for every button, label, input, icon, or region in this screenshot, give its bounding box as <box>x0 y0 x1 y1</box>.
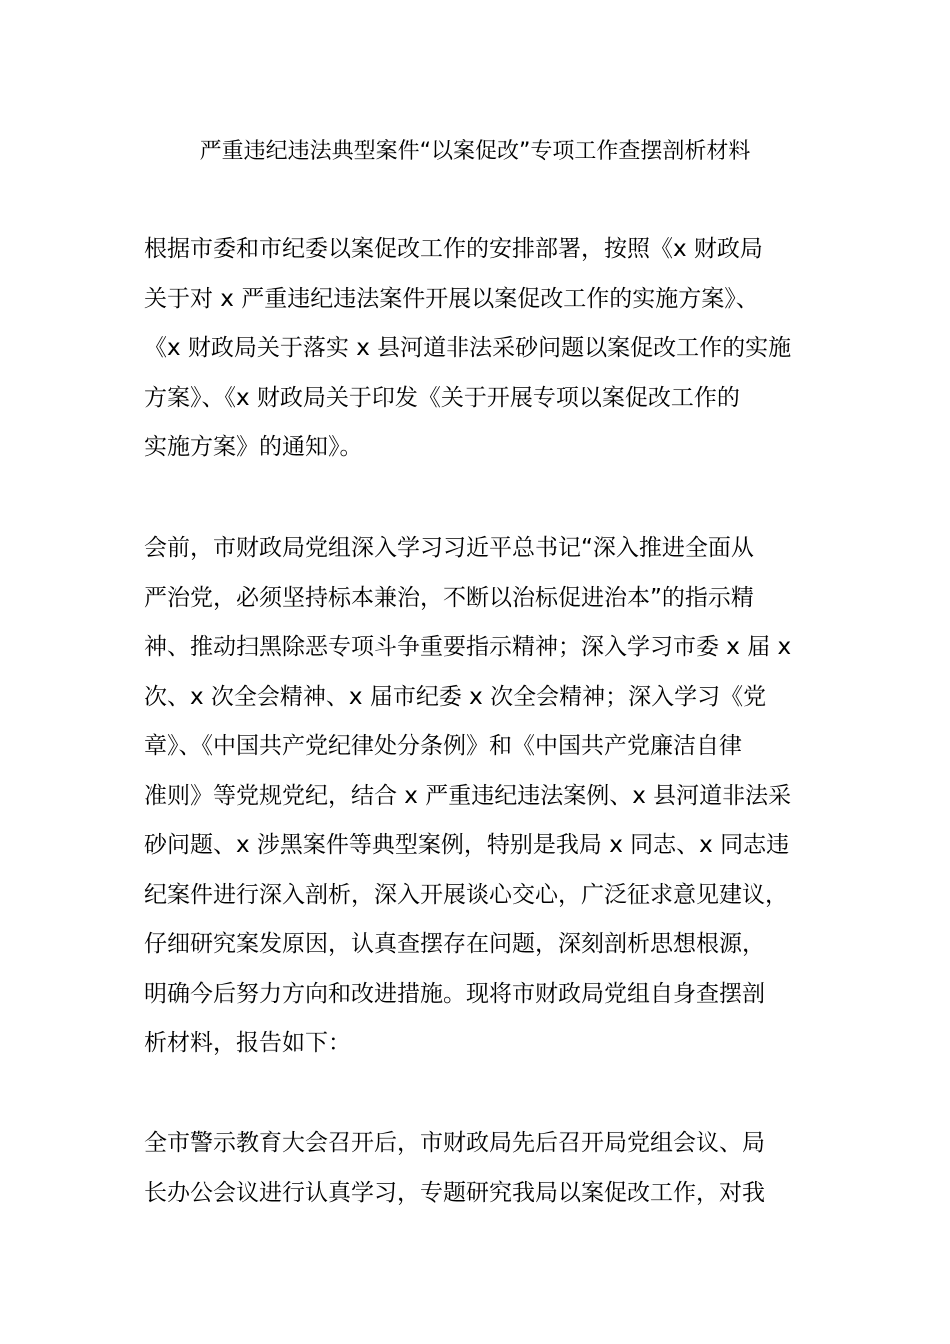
paragraph-line: 关于对 x 严重违纪违法案件开展以案促改工作的实施方案》、 <box>144 285 759 312</box>
paragraph-line: 明确今后努力方向和改进措施。现将市财政局党组自身查摆剖 <box>144 980 765 1007</box>
paragraph-line: 章》、《中国共产党纪律处分条例》和《中国共产党廉洁自律 <box>144 733 742 759</box>
paragraph-2 <box>144 524 824 1069</box>
paragraph-line: 根据市委和市纪委以案促改工作的安排部署，按照《x 财政局 <box>144 236 763 262</box>
paragraph-line: 长办公会议进行认真学习，专题研究我局以案促改工作，对我 <box>144 1179 765 1206</box>
paragraph-1 <box>144 225 824 473</box>
paragraph-line: 砂问题、x 涉黑案件等典型案例，特别是我局 x 同志、x 同志违 <box>144 832 790 858</box>
paragraph-line: 全市警示教育大会召开后，市财政局先后召开局党组会议、局 <box>144 1130 765 1156</box>
paragraph-line: 方案》、《x 财政局关于印发《关于开展专项以案促改工作的 <box>144 384 740 411</box>
paragraph-line: 析材料，报告如下： <box>144 1030 351 1056</box>
paragraph-line: 实施方案》的通知》。 <box>144 434 363 460</box>
document-title: 严重违纪违法典型案件“以案促改”专项工作查摆剖析材料 <box>199 139 751 164</box>
paragraph-line: 神、推动扫黑除恶专项斗争重要指示精神；深入学习市委 x 届 x <box>144 634 792 660</box>
paragraph-line: 《x 财政局关于落实 x 县河道非法采砂问题以案促改工作的实施 <box>144 335 792 361</box>
paragraph-line: 会前，市财政局党组深入学习习近平总书记“深入推进全面从 <box>144 535 754 561</box>
paragraph-line: 纪案件进行深入剖析，深入开展谈心交心，广泛征求意见建议， <box>144 881 788 908</box>
paragraph-3 <box>144 1119 824 1218</box>
paragraph-line: 次、x 次全会精神、x 届市纪委 x 次全会精神；深入学习《党 <box>144 683 767 710</box>
paragraph-line: 仔细研究案发原因，认真查摆存在问题，深刻剖析思想根源， <box>144 931 765 957</box>
paragraph-line: 准则》等党规党纪，结合 x 严重违纪违法案例、x 县河道非法采 <box>144 782 792 809</box>
paragraph-line: 严治党，必须坚持标本兼治，不断以治标促进治本”的指示精 <box>144 584 754 611</box>
